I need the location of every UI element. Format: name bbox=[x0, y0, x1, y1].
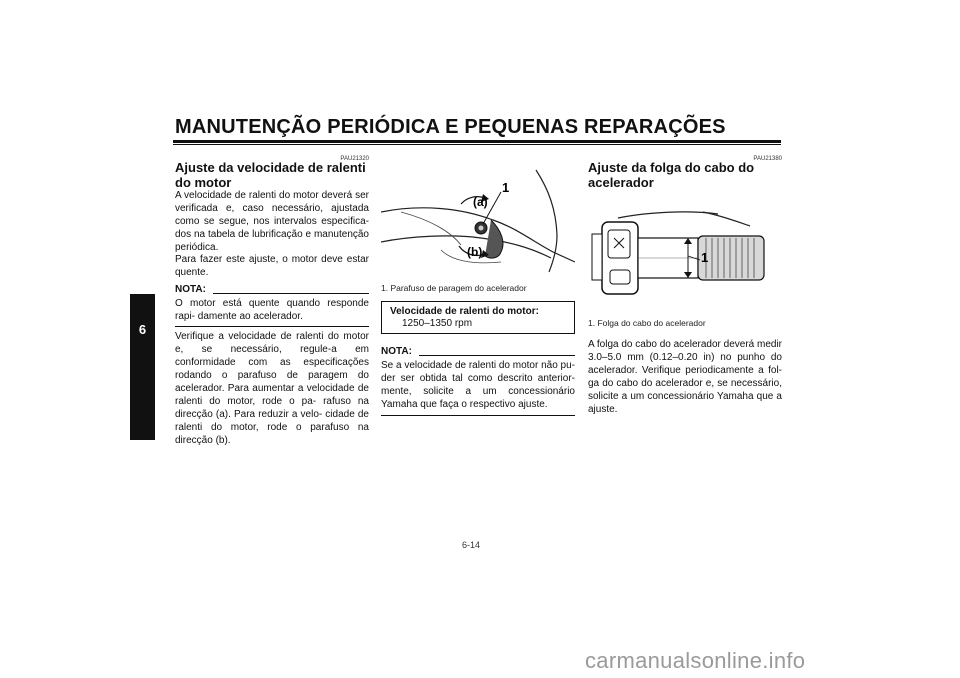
note-rule bbox=[419, 355, 575, 356]
throttle-stop-screw-illustration bbox=[381, 150, 575, 274]
note-rule bbox=[175, 326, 369, 327]
watermark: carmanualsonline.info bbox=[585, 648, 806, 673]
paragraph: Verifique a velocidade de ralenti do motor e, se necessário, regule-a em conformidade com as especificações rodando o parafuso de paragem do acelerador. Para aumentar a velocidade de ralenti do motor, rode o pa- rafuso na direcção (a). Para reduzir a velo- cidade de ralenti do motor, rode o parafuso na direcção (b). bbox=[175, 331, 369, 446]
note-rule bbox=[213, 293, 369, 294]
spec-box bbox=[381, 301, 575, 334]
section-code: PAU21380 bbox=[753, 156, 782, 162]
section-heading: Ajuste da folga do cabo do acelerador bbox=[588, 160, 755, 190]
chapter-tab bbox=[130, 294, 155, 440]
spec-title: Velocidade de ralenti do motor: bbox=[390, 306, 539, 317]
paragraph: A velocidade de ralenti do motor deverá ser verificada e, caso necessário, ajustada como se segue, nos intervalos especifica- dos na tabela de lubrificação e manutenção periódica. bbox=[175, 190, 369, 253]
figure-label-1: 1 bbox=[701, 250, 709, 265]
note-text: Se a velocidade de ralenti do motor não pu- der ser obtida tal como descrito anterior- mente, solicite a um concessionário Yamaha que faça o respectivo ajuste. bbox=[381, 360, 576, 410]
note-text: O motor está quente quando responde rapi- damente ao acelerador. bbox=[175, 298, 369, 322]
paragraph: A folga do cabo do acelerador deverá medir 3.0–5.0 mm (0.12–0.20 in) no punho do acelerador. Verifique periodicamente a fol- ga do cabo do acelerador e, se necessário, solicite a um concessionário Yamaha que a ajuste. bbox=[588, 339, 783, 415]
figure-label-b: (b) bbox=[467, 245, 483, 259]
note-label: NOTA: bbox=[175, 284, 206, 295]
figure-caption: 1. Folga do cabo do acelerador bbox=[588, 318, 706, 328]
figure-throttle-stop-screw bbox=[381, 150, 575, 274]
spec-value: 1250–1350 rpm bbox=[402, 318, 473, 329]
section-code: PAU21320 bbox=[340, 156, 369, 162]
throttle-grip-illustration bbox=[588, 208, 782, 312]
note-label: NOTA: bbox=[381, 346, 412, 357]
figure-throttle-cable bbox=[588, 208, 782, 312]
figure-label-1: 1 bbox=[502, 180, 510, 195]
figure-label-a: (a) bbox=[473, 195, 488, 209]
figure-caption: 1. Parafuso de paragem do acelerador bbox=[381, 283, 527, 293]
page-title: MANUTENÇÃO PERIÓDICA E PEQUENAS REPARAÇÕES bbox=[175, 116, 726, 138]
note-rule bbox=[381, 415, 575, 416]
section-heading: Ajuste da velocidade de ralenti do motor bbox=[175, 160, 366, 190]
header-rule bbox=[173, 140, 781, 143]
paragraph: Para fazer este ajuste, o motor deve estar quente. bbox=[175, 254, 369, 278]
page-number: 6-14 bbox=[462, 540, 481, 550]
header-rule-thin bbox=[173, 144, 781, 145]
chapter-tab-number: 6 bbox=[138, 322, 147, 337]
